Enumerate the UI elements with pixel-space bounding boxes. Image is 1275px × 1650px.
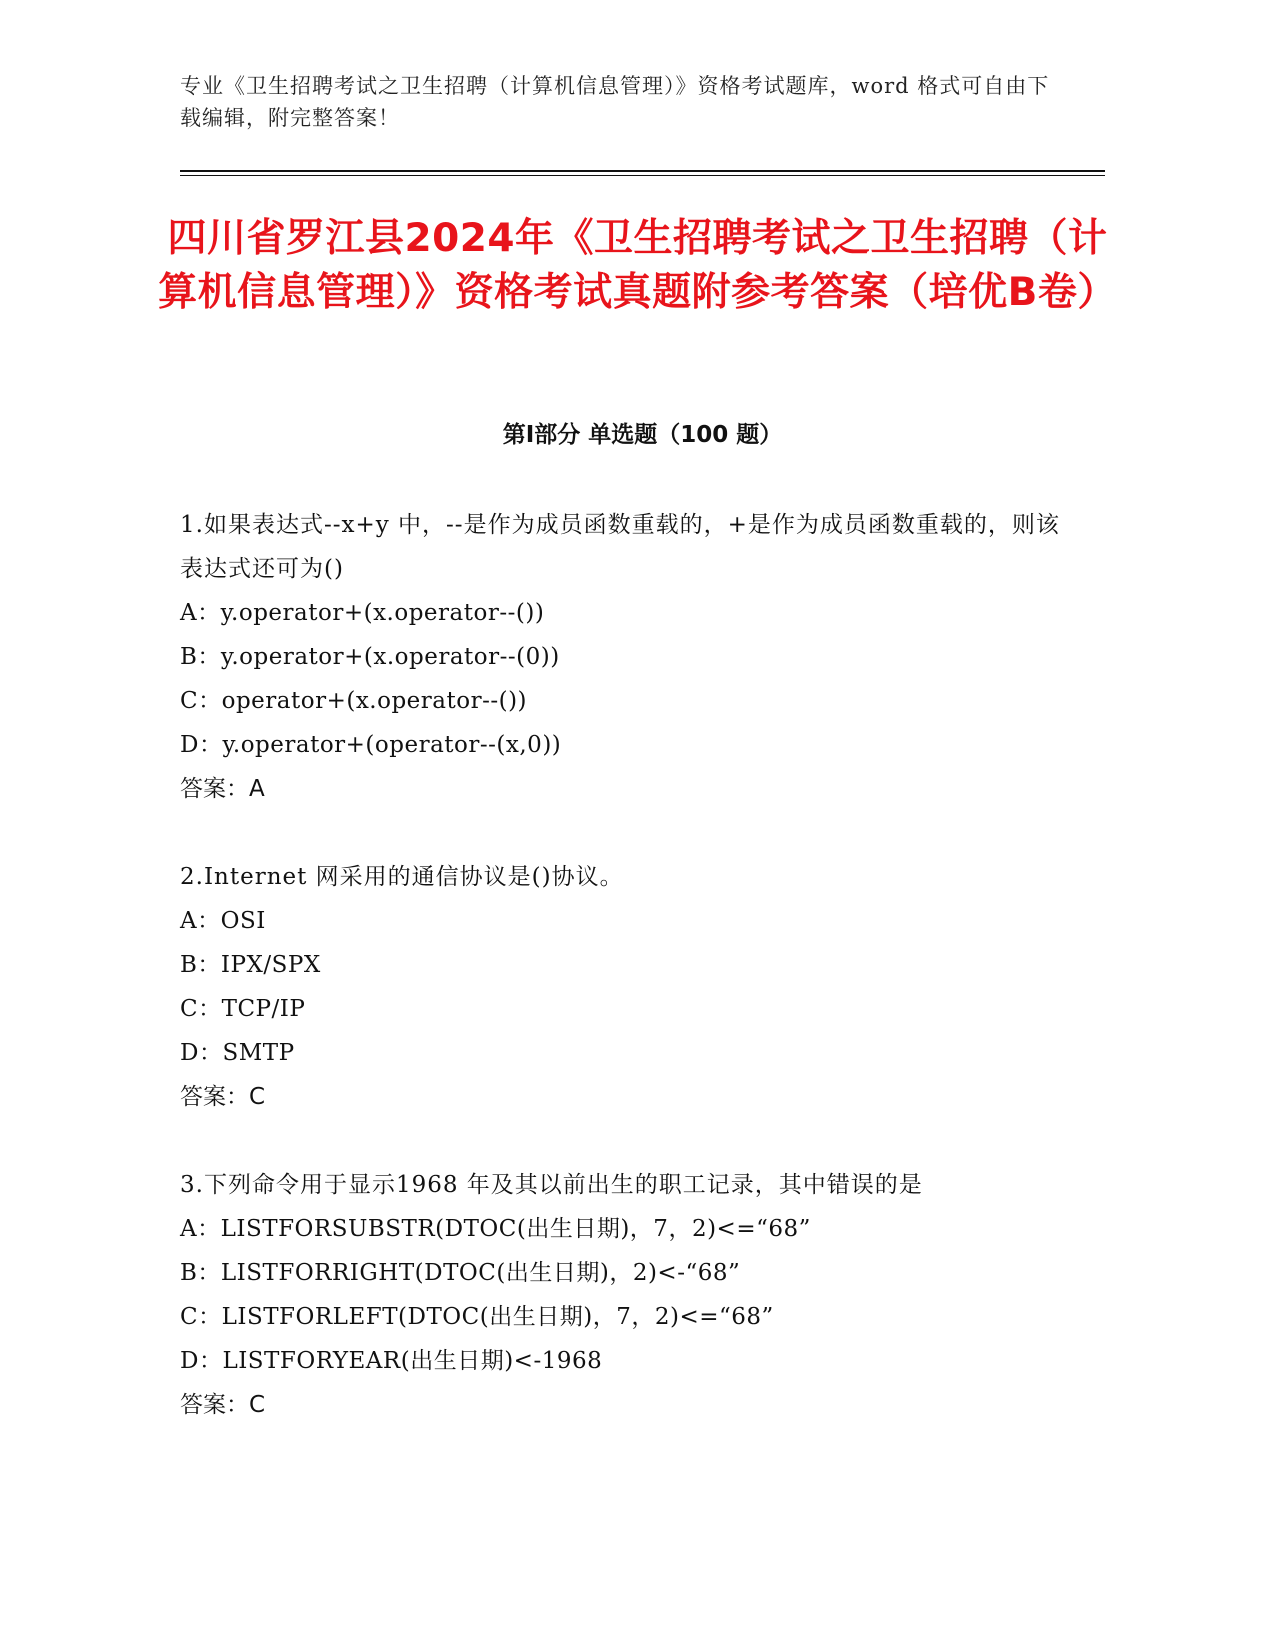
option-c: C：operator+(x.operator--()) xyxy=(180,688,528,714)
question-3 xyxy=(180,1163,1060,1427)
answer: 答案：A xyxy=(180,776,265,802)
option-a: A：LISTFORSUBSTR(DTOC(出生日期)，7，2)<=“68” xyxy=(180,1216,811,1242)
section-title: 第Ⅰ部分 单选题（100 题） xyxy=(502,422,783,448)
header-divider-thin xyxy=(180,175,1105,176)
question-1 xyxy=(180,503,1060,811)
question-stem: 3.下列命令用于显示1968 年及其以前出生的职工记录，其中错误的是 xyxy=(180,1172,923,1198)
option-c: C：TCP/IP xyxy=(180,996,306,1022)
option-b: B：IPX/SPX xyxy=(180,952,321,978)
question-2 xyxy=(180,855,1060,1119)
option-a: A：y.operator+(x.operator--()) xyxy=(180,600,545,626)
option-d: D：y.operator+(operator--(x,0)) xyxy=(180,732,562,758)
answer: 答案：C xyxy=(180,1392,266,1418)
option-b: B：y.operator+(x.operator--(0)) xyxy=(180,644,560,670)
option-d: D：SMTP xyxy=(180,1040,295,1066)
question-list xyxy=(180,503,1060,1471)
answer: 答案：C xyxy=(180,1084,266,1110)
option-d: D：LISTFORYEAR(出生日期)<-1968 xyxy=(180,1348,603,1374)
option-b: B：LISTFORRIGHT(DTOC(出生日期)，2)<-“68” xyxy=(180,1260,741,1286)
header-note: 专业《卫生招聘考试之卫生招聘（计算机信息管理）》资格考试题库，word 格式可自由下载编辑，附完整答案！ xyxy=(180,74,1050,130)
option-c: C：LISTFORLEFT(DTOC(出生日期)，7，2)<=“68” xyxy=(180,1304,774,1330)
header-divider-thick xyxy=(180,170,1105,172)
question-stem: 1.如果表达式--x+y 中，--是作为成员函数重载的，+是作为成员函数重载的，则该表达式还可为() xyxy=(180,512,1060,582)
option-a: A：OSI xyxy=(180,908,266,934)
document-title: 四川省罗江县2024年《卫生招聘考试之卫生招聘（计算机信息管理）》资格考试真题附参考答案（培优B卷） xyxy=(158,216,1117,315)
question-stem: 2.Internet 网采用的通信协议是()协议。 xyxy=(180,864,624,890)
